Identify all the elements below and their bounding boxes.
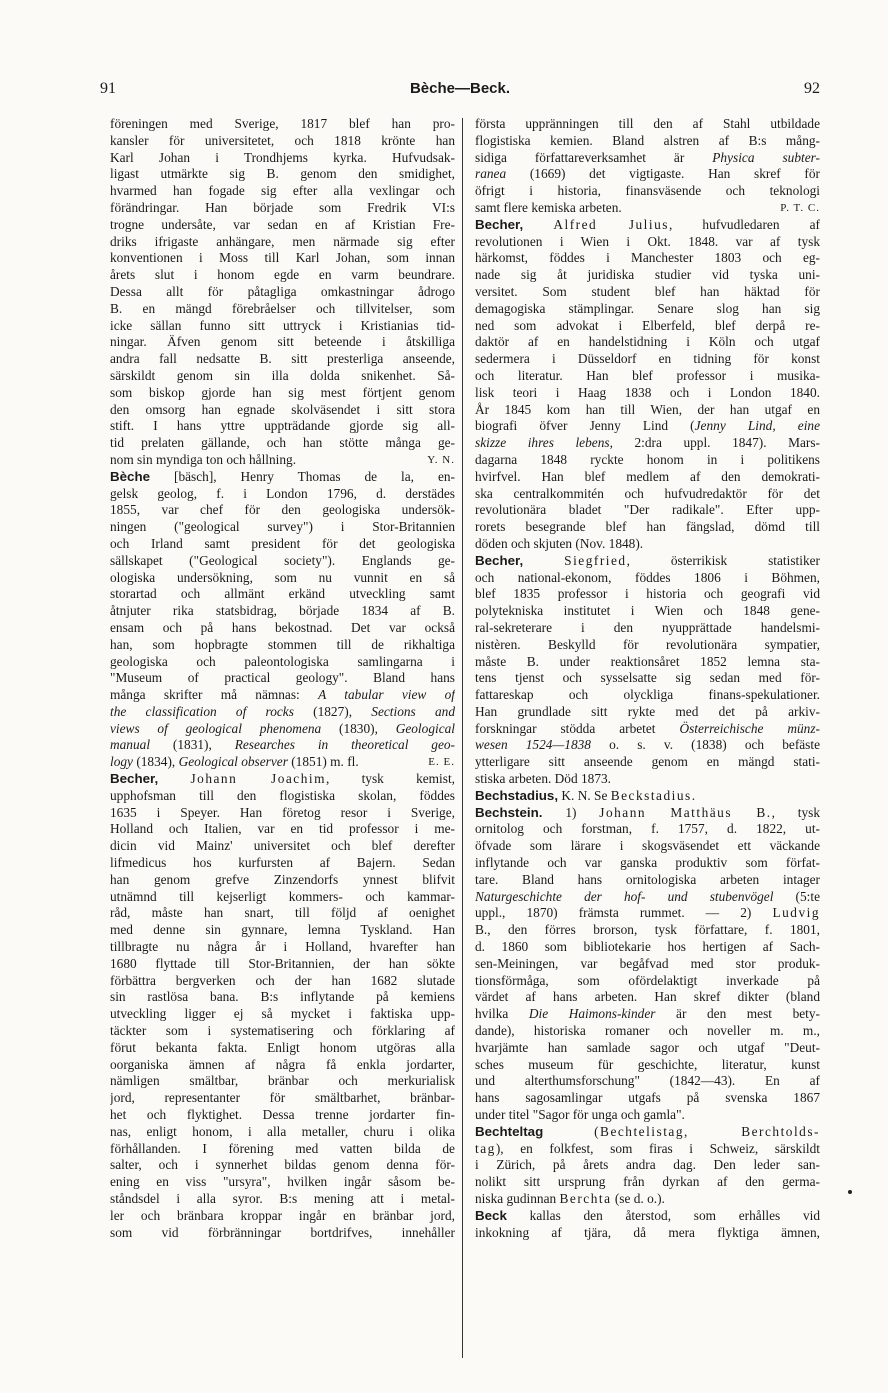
headword: Beck — [475, 1207, 507, 1223]
text-fragment: (1830), — [321, 720, 396, 736]
entry-line — [475, 217, 820, 234]
text-line: värdet af hans arbeten. Han skref dikter (bland — [475, 989, 820, 1005]
text-line: het och flyktighet. Dessa trenne jordarter fin- — [110, 1107, 455, 1123]
headword: Becher, — [475, 216, 524, 232]
text-line: döden och skjuten (Nov. 1848). — [475, 535, 644, 551]
text-line: ologiska undersökning, som nu vunnit en så — [110, 569, 455, 585]
text-line: som vid förbränningar bortdrifves, innehåller — [110, 1224, 455, 1240]
headword: Bechstadius, — [475, 787, 559, 803]
text-line: revolutionära bladet "Der radikale". Efter upp- — [475, 502, 820, 518]
page-number-right: 92 — [804, 80, 820, 97]
text-line — [110, 452, 455, 469]
text-line: hans sagosamlingar utgafs på svenska 1867 — [475, 1090, 820, 1106]
text-line: icke sällan funno sitt uttryck i Kristianias tid- — [110, 317, 455, 333]
text-line: tionsförmåga, som ofördelaktigt inverkade på — [475, 972, 820, 988]
text-line: med denne sin gynnare, lemna Tyskland. Han — [110, 922, 455, 938]
person-name: Siegfried — [564, 552, 627, 568]
text-line: kansler för universitetet, och 1818 krönte han — [110, 132, 455, 148]
text-line: inflytande och var ganska produktiv som förfat- — [475, 855, 820, 871]
text-line: polytekniska institutet i Wien och 1848 gene- — [475, 603, 820, 619]
text-line: förut bekanta fakta. Enligt honom utgöras alla — [110, 1039, 455, 1055]
text-line — [110, 721, 455, 738]
text-line: 1680 flyttade till Stor-Britannien, der han sökte — [110, 955, 455, 971]
text-line: utveckling ligger ej så mycket i faktiska upp- — [110, 1006, 455, 1022]
book-title: Physica subter- — [712, 149, 820, 165]
headword: Bèche — [110, 468, 151, 484]
text-fragment: (1831), — [150, 737, 235, 753]
text-line — [475, 200, 820, 217]
text-line: nade sig åt juridiska studier vid tyska uni- — [475, 267, 820, 283]
text-fragment: kallas den återstod, som erhålles vid — [529, 1207, 820, 1223]
text-fragment: uppl., 1870) främsta rummet. — 2) — [475, 905, 752, 921]
text-line: den omsorg han egnade skolväsendet i sitt stora — [110, 401, 455, 417]
book-title: Österreichische münz- — [679, 720, 820, 736]
text-line: B., den förres brorson, tysk författare, f. 1801, — [475, 922, 820, 938]
text-line: revolutionen i Wien i Okt. 1848. var af tysk — [475, 233, 820, 249]
text-line: hvarjämte han samlade sagor och utgaf "Deut- — [475, 1039, 820, 1055]
headword: Bechstein. — [475, 804, 543, 820]
right-column — [475, 116, 820, 1361]
text-line: und alterthumsforschung" (1842—43). En af — [475, 1073, 820, 1089]
text-line: upphofsman till den flogistiska skolan, föddes — [110, 787, 455, 803]
text-line: driks ifrigaste anhängare, men närmade sig efter — [110, 233, 455, 249]
person-name: Alfred Julius — [553, 216, 669, 232]
text-line: sches museum für geschichte, literatur, kunst — [475, 1056, 820, 1072]
text-fragment: , tysk — [771, 804, 820, 820]
text-fragment: (1851) m. fl. — [287, 754, 359, 770]
text-line: ral-sekreterare i den nyupprättade handelsmi- — [475, 619, 820, 635]
person-name: tag — [475, 1140, 496, 1156]
text-fragment: forskningar stödda arbetet — [475, 720, 656, 736]
book-title: Naturgeschichte der hof- und stubenvögel — [475, 888, 774, 904]
text-line — [475, 1006, 820, 1023]
text-fragment: ), en folkfest, som firas i Schweiz, särskildt — [495, 1140, 820, 1156]
text-line: dagarna 1848 ryckte honom in i politikens — [475, 451, 820, 467]
text-line: 1635 i Speyer. Han företog resor i Sverige, — [110, 804, 455, 820]
text-line: inkokning af tjära, då mera flyktiga ämnen, — [475, 1224, 820, 1240]
text-line: blef 1835 professor i historia och geografi vid — [475, 586, 820, 602]
text-line: förhållanden. I förening med vatten bilda de — [110, 1140, 455, 1156]
text-line: daktör af en handelstidning i Köln och utgaf — [475, 334, 820, 350]
text-line: rorets besegrande blef han fängslad, dömd till — [475, 519, 820, 535]
headword: Becher, — [475, 552, 524, 568]
text-line: han genom grefve Zinzendorfs ynnest blifvit — [110, 871, 455, 887]
text-line — [110, 754, 455, 771]
author-signature: E. E. — [428, 756, 455, 769]
text-line — [110, 737, 455, 754]
text-line: ening en viss "ursyra", hvilken ingår såsom be- — [110, 1174, 455, 1190]
running-head: Bèche—Beck. — [409, 80, 511, 97]
text-line: dicin vid Mainz' universitet och blef derefter — [110, 838, 455, 854]
text-line: måste B. under reaktionsåret 1852 lemna sta- — [475, 653, 820, 669]
text-line: ornitolog och forstman, f. 1757, d. 1822, ut- — [475, 821, 820, 837]
text-line: ligast utmärkte sig B. genom den smidighet, — [110, 166, 455, 182]
book-title: Jenny Lind, eine — [694, 418, 820, 434]
text-line — [475, 889, 820, 906]
text-fragment: , österrikisk statistiker — [626, 552, 820, 568]
book-title: wesen 1524—1838 — [475, 737, 591, 753]
text-line: under titel "Sagor för unga och gamla". — [475, 1107, 685, 1123]
person-name: Johann Matthäus B. — [599, 804, 772, 820]
author-signature: P. T. C. — [780, 201, 820, 214]
text-line: nas, enligt honom, i alla metaller, churu i olika — [110, 1123, 455, 1139]
text-line — [475, 150, 820, 167]
text-line: sin rastlösa bana. B:s inflytande på kemiens — [110, 989, 455, 1005]
text-line: hvarmed han fogade sig efter alla vexlingar och — [110, 183, 455, 199]
text-fragment: är den mest bety- — [676, 1006, 820, 1022]
book-title: views of geological phenomena — [110, 720, 322, 736]
text-line: förbättra bergverken och der han 1682 slutade — [110, 972, 455, 988]
text-line: trogne undersåte, var sedan en af Kristian Fre- — [110, 216, 455, 232]
text-fragment: många skrifter må nämnas: — [110, 687, 300, 703]
entry-line — [475, 553, 820, 570]
text-line: sällskapet ("Geological society"). Englands ge- — [110, 552, 455, 568]
text-line: ska centralkommitén och hufvudredaktör för det — [475, 485, 820, 501]
text-line: åtnjuter rika statsbidrag, började 1834 af B. — [110, 603, 455, 619]
text-line: råd, måste han snart, till följd af oenighet — [110, 905, 455, 921]
text-line: ningar. Äfven genom sitt beteende i åtskilliga — [110, 334, 455, 350]
text-line — [475, 435, 820, 452]
entry-line — [475, 788, 820, 805]
text-line: B. en mängd förebråelser och tillvitelser, som — [110, 300, 455, 316]
text-line — [475, 166, 820, 183]
text-line: i Zürich, på årets andra dag. Den leder san- — [475, 1157, 820, 1173]
entry-line — [110, 771, 455, 788]
text-fragment: , hufvudledaren af — [668, 216, 820, 232]
text-fragment: o. s. v. (1838) och befäste — [609, 737, 820, 753]
text-line — [110, 704, 455, 721]
text-line: han, som hopbragte stommen till de rikhaltiga — [110, 636, 455, 652]
entry-line — [475, 1208, 820, 1225]
book-title: Sections and — [371, 703, 455, 719]
text-line: hvirfvel. Han blef medlem af den demokrati- — [475, 468, 820, 484]
left-column — [110, 116, 455, 1361]
text-line: som biskop gjorde han sig mest förtjent genom — [110, 384, 455, 400]
text-fragment: (se d. o.). — [614, 1191, 665, 1206]
text-line: dande), historiska romaner och noveller m. m., — [475, 1023, 820, 1039]
text-line: tare. Bland hans ornitologiska arbeten intager — [475, 871, 820, 887]
book-title: Geological — [395, 720, 455, 736]
text-line: täckter som i systematisering och förklaring af — [110, 1023, 455, 1039]
text-line: 1855, var chef för den geologiska undersök- — [110, 502, 455, 518]
text-line: Dessa allt för påtagliga omkastningar ådrogo — [110, 283, 455, 299]
text-line — [475, 905, 820, 922]
text-line: stift. I hans yttre uppträdande gjorde sig all- — [110, 418, 455, 434]
book-title: manual — [110, 737, 151, 753]
text-line: ler och bränbara kroppar ingår en bränbar jord, — [110, 1207, 455, 1223]
headword: Bechteltag — [475, 1123, 544, 1139]
page-header — [100, 80, 820, 104]
text-line: "Museum of practical geology". Bland hans — [110, 670, 455, 686]
text-line: nistèren. Beskylld för revolutionära sympatier, — [475, 636, 820, 652]
text-fragment: , tysk kemist, — [326, 771, 455, 787]
text-line: storartad och allmänt erkänd utveckling samt — [110, 586, 455, 602]
text-line: År 1845 kom han till Wien, der han utgaf en — [475, 401, 820, 417]
text-line: Holland och Italien, var en tid professor i me- — [110, 821, 455, 837]
text-fragment: 1) — [565, 804, 600, 820]
book-title: Researches in theoretical geo- — [234, 737, 455, 753]
text-line — [475, 418, 820, 435]
text-line: utnämnd till kejserligt kommers- och kammar- — [110, 888, 455, 904]
text-line: nämligen smältbar, bränbar och merkurialisk — [110, 1073, 455, 1089]
text-line: och literatur. Han blef professor i musika- — [475, 367, 820, 383]
text-fragment: (1669) det vigtigaste. Han skref för — [529, 166, 820, 182]
text-line: jord, representanter för smältbarhet, bränbar- — [110, 1090, 455, 1106]
book-title: the classification of rocks — [110, 703, 294, 719]
text-fragment: (1834), — [132, 754, 179, 770]
text-fragment: hvilka — [475, 1006, 509, 1022]
text-line: ytterligare sitt anseende genom en mängd stati- — [475, 754, 820, 770]
book-title: skizze ihres lebens — [475, 435, 610, 451]
entry-line — [475, 1124, 820, 1141]
text-line: konventionen i Moss till Karl Johan, som innan — [110, 250, 455, 266]
text-line: versitet. Som student blef han häktad för — [475, 283, 820, 299]
text-line: härkomst, föddes i Manchester 1803 och eg- — [475, 250, 820, 266]
text-line: Karl Johan i Trondhjems kyrka. Hufvudsak- — [110, 149, 455, 165]
text-fragment: sidiga författareverksamhet är — [475, 149, 685, 165]
text-line: demagogiska stämplingar. Senare slog han sig — [475, 300, 820, 316]
text-line: föreningen med Sverige, 1817 blef han pro- — [110, 116, 455, 131]
text-fragment: (5:te — [795, 888, 820, 904]
text-line: lisk teori i Haag 1838 och i London 1840. — [475, 384, 820, 400]
text-line: salter, och i synnerhet bildas genom denna för- — [110, 1157, 455, 1173]
text-line — [475, 1141, 820, 1158]
book-title: A tabular view of — [318, 687, 455, 703]
text-line: gelsk geolog, f. i London 1796, d. derstädes — [110, 485, 455, 501]
entry-line — [475, 805, 820, 822]
page-number-left: 91 — [100, 80, 116, 97]
text-line: öfvade som lärare i skogsväsendet ett väckande — [475, 838, 820, 854]
book-title: ranea — [475, 166, 507, 182]
cross-reference: Beckstadius. — [610, 787, 697, 803]
text-line: och Irland samt president för det geologiska — [110, 535, 455, 551]
text-line: nolikt sitt ursprung från dyrkan af den germa- — [475, 1174, 820, 1190]
entry-line — [110, 469, 455, 486]
text-line — [475, 1191, 820, 1208]
column-divider — [462, 118, 463, 1358]
text-line — [475, 721, 820, 738]
text-line: särskildt genom sin illa dolda snikenhet. Så- — [110, 367, 455, 383]
text-fragment: biografi öfver Jenny Lind ( — [475, 418, 695, 434]
text-fragment: nom sin myndiga ton och hållning. — [110, 451, 297, 467]
text-line: oorganiska ämnen af några få enkla jordarter, — [110, 1056, 455, 1072]
book-title: Die Haimons-kinder — [528, 1006, 656, 1022]
text-fragment: , 2:dra uppl. 1847). Mars- — [609, 435, 820, 451]
text-line: förändringar. Han började som Fredrik VI:s — [110, 199, 455, 215]
text-line: stiska arbeten. Död 1873. — [475, 771, 612, 787]
margin-speck — [848, 1190, 852, 1194]
text-line: sen-Meiningen, var begåfvad med stor produk- — [475, 955, 820, 971]
person-name: (Bechtelistag, Berchtolds- — [594, 1123, 820, 1139]
text-line: tens tjenst och sysselsatte sig sedan med för- — [475, 670, 820, 686]
text-line: tillbragte nu några år i Holland, hvarefter han — [110, 939, 455, 955]
text-line: ningen ("geological survey") i Stor-Britannien — [110, 519, 455, 535]
text-line: första uppränningen till den af Stahl utbildade — [475, 116, 820, 131]
text-line: geologiska och paleontologiska samlingarna i — [110, 653, 455, 669]
text-line: ned som advokat i Elberfeld, blef derpå re- — [475, 317, 820, 333]
text-fragment: (1827), — [293, 703, 372, 719]
book-title: Geological observer — [178, 754, 288, 770]
text-line: sedermera i Düsseldorf en tidning för konst — [475, 351, 820, 367]
headword: Becher, — [110, 771, 159, 787]
text-line: d. 1860 som bibliotekarie hos hertigen af Sach- — [475, 939, 820, 955]
text-line: ståndsdel i alla syror. B:s mening att i metal- — [110, 1191, 455, 1206]
text-line: lifmedicus hos kurfursten af Bajern. Sedan — [110, 855, 455, 871]
person-name: Johann Joachim — [190, 771, 326, 787]
text-line: flogistiska kemien. Bland alstren af B:s mång- — [475, 132, 820, 148]
text-line: ensam och på hans bekostnad. Det var också — [110, 619, 455, 635]
person-name: Berchta — [559, 1191, 612, 1206]
text-fragment: niska gudinnan — [475, 1191, 557, 1206]
text-fragment: [bäsch], Henry Thomas de la, en- — [174, 468, 455, 484]
text-fragment: samt flere kemiska arbeten. — [475, 199, 622, 215]
text-line: Han grundlade sitt rykte med det på arkiv- — [475, 703, 820, 719]
text-line: öfrigt i historia, finansväsende och teknologi — [475, 183, 820, 199]
author-signature: Y. N. — [427, 453, 455, 466]
text-line — [110, 687, 455, 704]
text-line — [475, 737, 820, 754]
text-line: och national-ekonom, föddes 1806 i Böhmen, — [475, 569, 820, 585]
text-line: tid prelaten gällande, och han stötte många ge- — [110, 435, 455, 451]
person-name: Ludvig — [772, 905, 820, 921]
text-line: årets slut i honom egde en varm beundrare. — [110, 267, 455, 283]
book-title: logy — [110, 754, 133, 770]
text-line: fattareskap och olyckliga finans-spekulationer. — [475, 687, 820, 703]
text-line: andra fall nedsatte B. sitt presterliga anseende, — [110, 351, 455, 367]
text-fragment: K. N. Se — [561, 787, 608, 803]
